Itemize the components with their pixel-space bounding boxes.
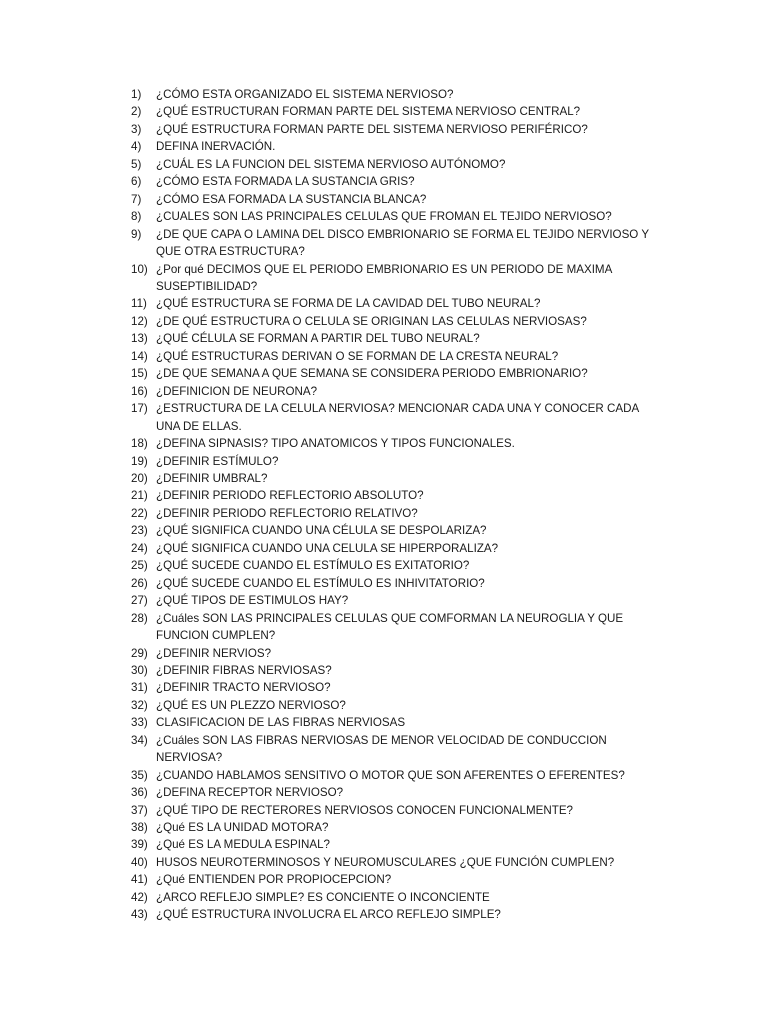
question-item <box>131 191 661 208</box>
question-item <box>131 435 661 452</box>
question-item <box>131 505 661 522</box>
question-number: 12) <box>131 314 148 328</box>
question-item <box>131 156 661 173</box>
question-item <box>131 400 661 435</box>
question-text: ¿QUÉ ES UN PLEZZO NERVIOSO? <box>156 698 346 712</box>
question-number: 36) <box>131 786 148 800</box>
question-text: ¿CÓMO ESTA FORMADA LA SUSTANCIA GRIS? <box>156 175 415 189</box>
question-item <box>131 470 661 487</box>
question-text: CLASIFICACION DE LAS FIBRAS NERVIOSAS <box>156 716 406 730</box>
question-number: 29) <box>131 646 148 660</box>
question-item <box>131 610 661 645</box>
question-item <box>131 365 661 382</box>
question-text: HUSOS NEUROTERMINOSOS Y NEUROMUSCULARES ¿QUE FUNCIÓN CUMPLEN? <box>156 855 615 869</box>
question-item <box>131 313 661 330</box>
question-item <box>131 697 661 714</box>
question-number: 31) <box>131 681 148 695</box>
question-text: ¿CÓMO ESTA ORGANIZADO EL SISTEMA NERVIOSO? <box>156 88 454 101</box>
question-text: ¿QUÉ SIGNIFICA CUANDO UNA CELULA SE HIPERPORALIZA? <box>156 541 499 555</box>
question-item <box>131 732 661 767</box>
question-text: ¿QUÉ ESTRUCTURA SE FORMA DE LA CAVIDAD DEL TUBO NEURAL? <box>156 297 541 311</box>
question-number: 30) <box>131 663 148 677</box>
question-number: 4) <box>131 140 142 154</box>
question-item <box>131 819 661 836</box>
question-number: 41) <box>131 873 148 887</box>
question-item <box>131 103 661 120</box>
question-number: 1) <box>131 88 142 101</box>
question-item <box>131 261 661 296</box>
question-item <box>131 453 661 470</box>
question-text: ¿QUÉ ESTRUCTURA INVOLUCRA EL ARCO REFLEJO SIMPLE? <box>156 908 501 922</box>
question-number: 9) <box>131 227 142 241</box>
question-item <box>131 557 661 574</box>
question-number: 37) <box>131 803 148 817</box>
question-number: 16) <box>131 384 148 398</box>
question-number: 27) <box>131 594 148 608</box>
question-text: ¿CUALES SON LAS PRINCIPALES CELULAS QUE FROMAN EL TEJIDO NERVIOSO? <box>156 210 612 224</box>
question-text: ¿CUÁL ES LA FUNCION DEL SISTEMA NERVIOSO AUTÓNOMO? <box>156 157 506 171</box>
question-number: 17) <box>131 402 148 416</box>
question-number: 33) <box>131 716 148 730</box>
question-text: ¿CUANDO HABLAMOS SENSITIVO O MOTOR QUE SON AFERENTES O EFERENTES? <box>156 768 625 782</box>
question-text: ¿QUÉ TIPO DE RECTERORES NERVIOSOS CONOCEN FUNCIONALMENTE? <box>156 803 574 817</box>
question-item <box>131 714 661 731</box>
question-text: ¿QUÉ ESTRUCTURAN FORMAN PARTE DEL SISTEMA NERVIOSO CENTRAL? <box>156 105 581 119</box>
question-number: 18) <box>131 437 148 451</box>
question-text: ¿DEFINIR TRACTO NERVIOSO? <box>156 681 331 695</box>
question-item <box>131 645 661 662</box>
question-number: 23) <box>131 524 148 538</box>
question-text: ¿DEFINIR ESTÍMULO? <box>156 454 279 468</box>
question-text: ¿Cuáles SON LAS PRINCIPALES CELULAS QUE COMFORMAN LA NEUROGLIA Y QUE FUNCION CUMPLEN? <box>156 611 624 643</box>
question-number: 14) <box>131 349 148 363</box>
question-text: ¿DEFINIR PERIODO REFLECTORIO ABSOLUTO? <box>156 489 424 503</box>
question-number: 25) <box>131 559 148 573</box>
question-item <box>131 348 661 365</box>
question-number: 5) <box>131 157 142 171</box>
question-item <box>131 679 661 696</box>
question-text: ¿Qué ES LA MEDULA ESPINAL? <box>156 838 330 852</box>
question-text: ¿Qué ES LA UNIDAD MOTORA? <box>156 821 329 835</box>
question-text: ¿QUÉ ESTRUCTURA FORMAN PARTE DEL SISTEMA NERVIOSO PERIFÉRICO? <box>156 122 588 136</box>
question-item <box>131 540 661 557</box>
question-number: 3) <box>131 122 142 136</box>
question-text: ¿CÓMO ESA FORMADA LA SUSTANCIA BLANCA? <box>156 192 427 206</box>
question-number: 34) <box>131 733 148 747</box>
question-number: 40) <box>131 855 148 869</box>
question-number: 24) <box>131 541 148 555</box>
question-text: ¿QUÉ SUCEDE CUANDO EL ESTÍMULO ES INHIVITATORIO? <box>156 576 485 590</box>
question-number: 43) <box>131 908 148 922</box>
question-number: 8) <box>131 210 142 224</box>
question-item <box>131 889 661 906</box>
question-item <box>131 575 661 592</box>
question-text: ¿DEFINA RECEPTOR NERVIOSO? <box>156 786 344 800</box>
question-number: 19) <box>131 454 148 468</box>
question-item <box>131 383 661 400</box>
question-item <box>131 295 661 312</box>
question-text: ¿ESTRUCTURA DE LA CELULA NERVIOSA? MENCIONAR CADA UNA Y CONOCER CADA UNA DE ELLAS. <box>156 402 639 433</box>
question-item <box>131 86 661 103</box>
question-item <box>131 522 661 539</box>
question-text: ¿Qué ENTIENDEN POR PROPIOCEPCION? <box>156 873 392 887</box>
question-text: ¿Cuáles SON LAS FIBRAS NERVIOSAS DE MENOR VELOCIDAD DE CONDUCCION NERVIOSA? <box>156 733 607 765</box>
question-number: 26) <box>131 576 148 590</box>
question-item <box>131 173 661 190</box>
question-item <box>131 784 661 801</box>
question-text: ¿DE QUE SEMANA A QUE SEMANA SE CONSIDERA PERIODO EMBRIONARIO? <box>156 367 588 381</box>
question-text: ¿DEFINA SIPNASIS? TIPO ANATOMICOS Y TIPOS FUNCIONALES. <box>156 437 515 451</box>
question-number: 28) <box>131 611 148 625</box>
question-item <box>131 854 661 871</box>
question-text: ¿DEFINIR NERVIOS? <box>156 646 272 660</box>
question-item <box>131 802 661 819</box>
question-number: 39) <box>131 838 148 852</box>
question-number: 11) <box>131 297 147 311</box>
question-item <box>131 330 661 347</box>
question-number: 7) <box>131 192 142 206</box>
question-number: 20) <box>131 471 148 485</box>
question-item <box>131 226 661 261</box>
question-text: ¿QUÉ TIPOS DE ESTIMULOS HAY? <box>156 594 349 608</box>
question-item <box>131 208 661 225</box>
question-text: ¿DE QUE CAPA O LAMINA DEL DISCO EMBRIONARIO SE FORMA EL TEJIDO NERVIOSO Y QUE OTRA ESTRUCTURA? <box>156 227 649 259</box>
question-text: ¿DE QUÉ ESTRUCTURA O CELULA SE ORIGINAN LAS CELULAS NERVIOSAS? <box>156 314 587 328</box>
question-number: 21) <box>131 489 148 503</box>
question-number: 22) <box>131 506 148 520</box>
question-item <box>131 871 661 888</box>
question-text: ¿ARCO REFLEJO SIMPLE? ES CONCIENTE O INCONCIENTE <box>156 890 490 904</box>
question-number: 10) <box>131 262 148 276</box>
question-item <box>131 662 661 679</box>
question-item <box>131 767 661 784</box>
question-number: 6) <box>131 175 142 189</box>
question-text: ¿QUÉ ESTRUCTURAS DERIVAN O SE FORMAN DE LA CRESTA NEURAL? <box>156 349 559 363</box>
question-number: 15) <box>131 367 148 381</box>
question-item <box>131 121 661 138</box>
question-text: ¿DEFINIR PERIODO REFLECTORIO RELATIVO? <box>156 506 418 520</box>
question-text: ¿QUÉ SUCEDE CUANDO EL ESTÍMULO ES EXITATORIO? <box>156 559 470 573</box>
question-text: ¿DEFINIR FIBRAS NERVIOSAS? <box>156 663 332 677</box>
question-item <box>131 487 661 504</box>
question-number: 32) <box>131 698 148 712</box>
question-list <box>131 86 661 924</box>
question-item <box>131 836 661 853</box>
question-item <box>131 592 661 609</box>
question-text: ¿DEFINIR UMBRAL? <box>156 471 268 485</box>
question-text: ¿Por qué DECIMOS QUE EL PERIODO EMBRIONARIO ES UN PERIODO DE MAXIMA SUSEPTIBILIDAD? <box>156 262 612 293</box>
question-number: 13) <box>131 332 148 346</box>
question-item <box>131 138 661 155</box>
question-text: ¿QUÉ CÉLULA SE FORMAN A PARTIR DEL TUBO NEURAL? <box>156 332 480 346</box>
question-number: 35) <box>131 768 148 782</box>
question-number: 42) <box>131 890 148 904</box>
question-text: ¿QUÉ SIGNIFICA CUANDO UNA CÉLULA SE DESPOLARIZA? <box>156 524 487 538</box>
question-text: DEFINA INERVACIÓN. <box>156 140 276 154</box>
question-number: 2) <box>131 105 142 119</box>
question-number: 38) <box>131 821 148 835</box>
question-item <box>131 906 661 923</box>
question-text: ¿DEFINICION DE NEURONA? <box>156 384 318 398</box>
